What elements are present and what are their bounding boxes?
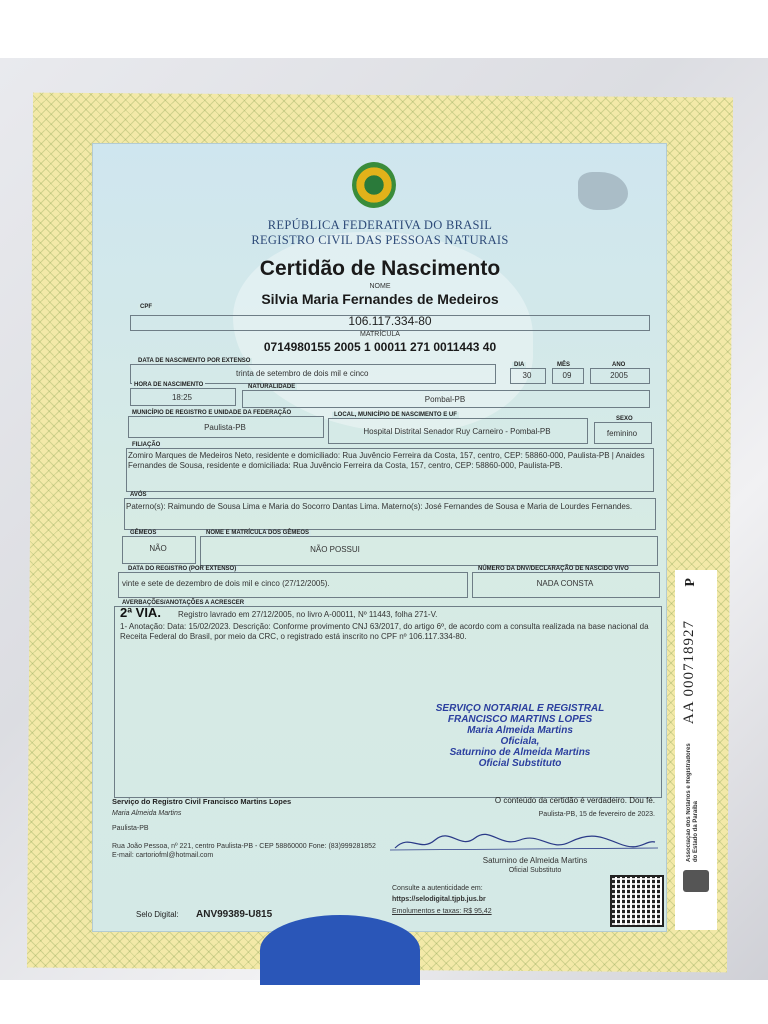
registration-date-label: DATA DO REGISTRO (POR EXTENSO) [128, 566, 237, 572]
dnv-label: NÚMERO DA DNV/DECLARAÇÃO DE NASCIDO VIVO [478, 566, 629, 572]
republic-heading: REPÚBLICA FEDERATIVA DO BRASIL [267, 218, 493, 232]
annotations-label: AVERBAÇÕES/ANOTAÇÕES A ACRESCER [122, 600, 245, 606]
seal-label: Selo Digital: [136, 910, 179, 919]
coat-of-arms-icon [352, 162, 396, 208]
birth-location-label: LOCAL, MUNICÍPIO DE NASCIMENTO E UF [334, 412, 457, 418]
month-label: MÊS [557, 362, 571, 368]
time-value: 18:25 [171, 393, 193, 402]
day-label: DIA [514, 362, 525, 368]
signer-role: Oficial Substituto [508, 867, 562, 874]
stamp-line-2: FRANCISCO MARTINS LOPES [447, 714, 593, 725]
office-name: Serviço do Registro Civil Francisco Martins Lopes [112, 797, 292, 806]
office-address: Rua João Pessoa, nº 221, centro Paulista-PB - CEP 58860000 Fone: (83)999281852 E-mail: cartoriofml@hotmail.com [112, 843, 376, 859]
serial-number: AA 000718927 [681, 620, 697, 725]
sex-value: feminino [606, 429, 638, 438]
year-value: 2005 [610, 371, 628, 380]
birthdate-text: trinta de setembro de dois mil e cinco [236, 369, 369, 378]
truth-statement: O conteúdo da certidão é verdadeiro. Dou fé. [494, 796, 655, 805]
second-copy-mark: 2ª VIA. [120, 605, 161, 620]
stamp-line-5: Saturnino de Almeida Martins [449, 747, 591, 758]
annotation-line-2: 1- Anotação: Data: 15/02/2023. Descrição: Conforme provimento CNJ 63/2017, do artigo 6º, de acordo com a consulta realizada na base nacional da Receita Federal do Brasil, por meio da CRC, o registrado está inscrito no CPF nº 106.117.334-80. [120, 622, 649, 641]
day-value: 30 [522, 371, 532, 380]
notary-stamp [400, 703, 640, 769]
nome-label: NOME [369, 283, 391, 290]
twins-names-label: NOME E MATRÍCULA DOS GÊMEOS [206, 530, 310, 536]
page-title: Certidão de Nascimento [259, 257, 501, 280]
signer-name: Saturnino de Almeida Martins [482, 856, 588, 865]
year-label: ANO [612, 362, 626, 368]
parents-text: Zomiro Marques de Medeiros Neto, residente e domiciliado: Rua Juvêncio Ferreira da Costa, 157, centro, CEP: 58860-000, Paulista-PB | Anaides Fernandes de Sousa, residente e domiciliada: Rua Juvêncio Ferreira da Costa, 157, centro, CEP: 58860-000, Paulista-PB. [128, 451, 645, 470]
serial-letter: P [683, 578, 698, 587]
grandparents-label: AVÓS [130, 492, 147, 498]
dnv-value: NADA CONSTA [536, 579, 594, 588]
birthplace-value: Pombal-PB [424, 395, 466, 404]
birthdate-label: DATA DE NASCIMENTO POR EXTENSO [138, 358, 251, 364]
seal-code: ANV99389-U815 [196, 909, 273, 920]
birthplace-label: NATURALIDADE [248, 384, 296, 390]
matricula-value: 0714980155 2005 1 00011 271 0011443 40 [263, 340, 497, 354]
registration-date-value: vinte e sete de dezembro de dois mil e cinco (27/12/2005). [122, 579, 330, 588]
association-logo-icon [683, 870, 709, 892]
consult-label: Consulte a autenticidade em: [392, 885, 483, 892]
registry-heading: REGISTRO CIVIL DAS PESSOAS NATURAIS [251, 233, 509, 247]
grandparents-text: Paterno(s): Raimundo de Sousa Lima e Maria do Socorro Dantas Lima. Materno(s): José Fernandes de Sousa e Maria de Lourdes Fernandes. [126, 502, 633, 511]
handwritten-signature [390, 828, 660, 856]
office-city: Paulista-PB [112, 825, 149, 832]
stamp-line-1: SERVIÇO NOTARIAL E REGISTRAL [435, 703, 605, 714]
consult-url[interactable]: https://selodigital.tjpb.jus.br [392, 896, 486, 903]
parents-label: FILIAÇÃO [132, 442, 161, 448]
matricula-label: MATRÍCULA [360, 331, 400, 338]
time-label: HORA DE NASCIMENTO [134, 382, 204, 388]
municipality-value: Paulista-PB [204, 423, 246, 432]
issue-date: Paulista-PB, 15 de fevereiro de 2023. [538, 811, 655, 818]
qr-code-icon[interactable] [610, 875, 664, 927]
registrant-name: Silvia Maria Fernandes de Medeiros [261, 291, 499, 307]
month-value: 09 [562, 371, 572, 380]
twins-value: NÃO [149, 544, 167, 553]
cpf-value: 106.117.334-80 [348, 314, 432, 328]
stamp-line-4: Oficiala, [500, 736, 540, 747]
officer-name: Maria Almeida Martins [112, 810, 182, 817]
twins-label: GÊMEOS [130, 530, 157, 536]
stamp-line-6: Oficial Substituto [478, 758, 562, 769]
blue-seal [260, 915, 420, 985]
fees-text: Emolumentos e taxas: R$ 95,42 [392, 908, 492, 915]
cpf-label: CPF [140, 304, 152, 310]
annotation-line-1: Registro lavrado em 27/12/2005, no livro A-00011, Nº 11443, folha 271-V. [178, 610, 438, 619]
sex-label: SEXO [616, 416, 633, 422]
municipality-label: MUNICÍPIO DE REGISTRO E UNIDADE DA FEDERAÇÃO [132, 410, 292, 416]
twins-names-value: NÃO POSSUI [310, 545, 360, 554]
stamp-line-3: Maria Almeida Martins [467, 725, 573, 736]
association-text: Associação dos Notários e Registradores do Estado da Paraíba [686, 743, 699, 862]
birth-location-value: Hospital Distrital Senador Ruy Carneiro - Pombal-PB [363, 427, 551, 436]
